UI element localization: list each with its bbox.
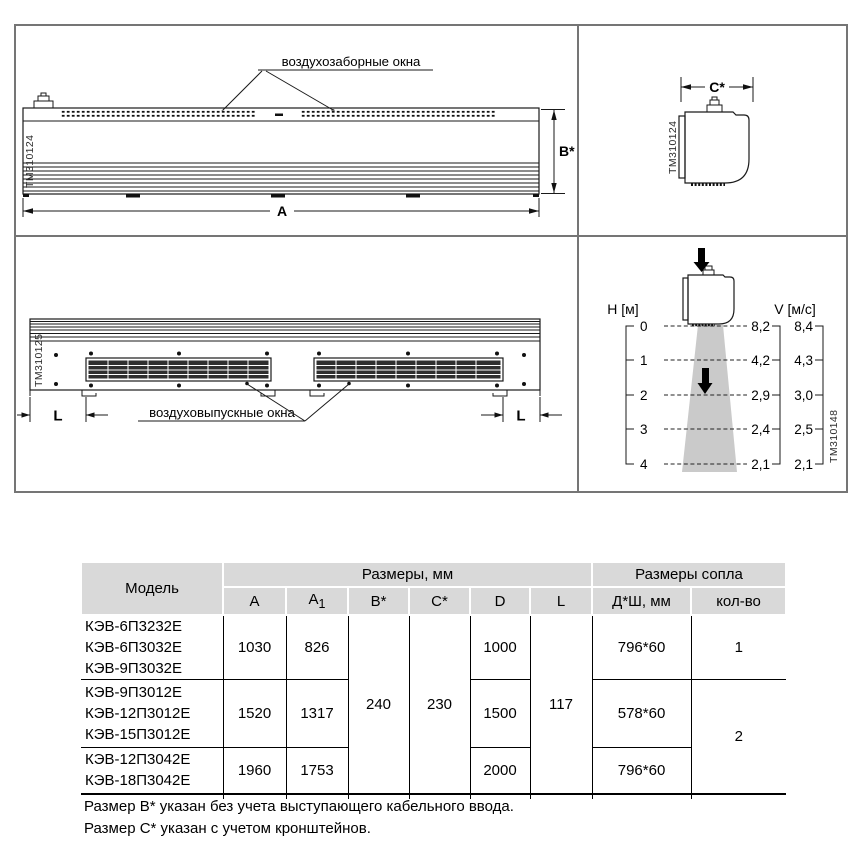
cell-b-merged: 240 [348,615,409,794]
header-col-nozzle-size: Д*Ш, мм [592,587,691,615]
velocity-value: 8,2 [751,318,770,334]
cell-d: 1500 [470,680,530,748]
cell-d: 1000 [470,615,530,680]
dim-c-label: C* [709,79,725,95]
panel-divider-vertical [577,26,579,491]
note-dimension-b: Размер B* указан без учета выступающего кабельного ввода. [84,798,514,815]
air-curtain-body-front [23,93,539,198]
cell-a1: 1753 [286,748,348,794]
header-col-a: A [223,587,286,615]
model-name: КЭВ-12П3042Е [85,751,191,769]
outlet-louvers-front [23,163,539,191]
velocity-value: 3,0 [794,387,813,403]
model-name: КЭВ-9П3012Е [85,684,183,701]
height-tick: 3 [640,421,648,437]
jet-velocity-diagram [579,237,846,491]
dimension-a [23,198,539,219]
velocity-value: 2,1 [794,456,813,472]
outlet-grille-left [86,358,271,381]
outlet-grille-right [314,358,503,381]
height-scale [626,319,648,472]
cell-nozzle-size: 578*60 [592,680,691,748]
header-col-nozzle-count: кол-во [691,587,786,615]
header-nozzle-group: Размеры сопла [592,562,786,587]
height-tick: 1 [640,352,648,368]
dim-l-right-label: L [516,407,526,425]
airflow-arrow-top [694,248,710,272]
ribbed-back-band [30,322,540,342]
cell-c-merged: 230 [409,615,470,794]
cell-nozzle-count-merged: 2 [691,680,786,794]
model-cell [81,680,223,748]
cell-a: 1030 [223,615,286,680]
velocity-value: 4,2 [751,352,770,368]
drawing-code-jet: TM310148 [828,409,840,463]
cell-a: 1960 [223,748,286,794]
height-tick: 0 [640,318,648,334]
table-row-group-1 [81,615,786,680]
dim-l-left-label: L [53,407,63,425]
header-col-a1: $A_1$ [286,587,348,615]
cell-nozzle-size: 796*60 [592,748,691,794]
velocity-scale-1 [751,319,780,472]
drawing-code-bottom: TM310125 [33,333,45,387]
intake-windows-label: воздухозаборные окна [281,54,421,69]
cell-a1: 826 [286,615,348,680]
height-axis-label: H [м] [607,301,639,317]
air-jet-cone [682,325,737,472]
header-col-b: B* [348,587,409,615]
air-curtain-icon [683,266,734,325]
header-col-l: L [530,587,592,615]
header-col-a1-sub: 1 [318,597,326,611]
dim-b-label: B* [559,143,575,159]
velocity-value: 2,5 [794,421,813,437]
cell-d: 2000 [470,748,530,794]
dimensions-table [80,561,787,799]
cell-l-merged: 117 [530,615,592,794]
dimension-l-left [17,397,108,425]
cell-a1: 1317 [286,680,348,748]
dim-a-label: A [276,203,288,219]
header-dimensions-group: Размеры, мм [223,562,592,587]
note-dimension-c: Размер C* указан с учетом кронштейнов. [84,820,371,837]
height-tick: 2 [640,387,648,403]
intake-leader-lines [220,71,335,114]
velocity-scale-2 [794,319,823,472]
model-name: КЭВ-18П3042Е [85,772,191,790]
mounting-brackets [30,390,540,396]
outlet-windows-label: воздуховыпускные окна [149,405,295,420]
side-view-drawing [579,26,846,235]
cable-gland-icon [34,93,53,108]
drawing-code-front: TM310124 [24,134,36,188]
model-name: КЭВ-9П3032Е [85,660,183,677]
bottom-view-drawing [16,237,577,491]
front-view-drawing [16,26,577,235]
velocity-axis-label: V [м/с] [774,301,816,317]
velocity-value: 2,4 [751,421,770,437]
drawing-code-side: TM310124 [667,120,679,174]
header-col-d: D [470,587,530,615]
model-name: КЭВ-15П3012Е [85,726,191,743]
intake-grille-right [300,111,496,119]
model-name: КЭВ-6П3032Е [85,639,183,656]
model-cell [81,615,223,680]
velocity-value: 2,1 [751,456,770,472]
velocity-value: 2,9 [751,387,770,403]
model-name: КЭВ-6П3232Е [85,618,183,635]
intake-grille-left [61,111,255,119]
velocity-value: 4,3 [794,352,813,368]
height-tick: 4 [640,456,648,472]
cell-nozzle-count: 1 [691,615,786,680]
velocity-value: 8,4 [794,318,813,334]
model-name: КЭВ-12П3012Е [85,705,191,722]
model-cell [81,748,223,794]
panel-divider-horizontal [16,235,846,237]
air-curtain-body-side [667,97,749,185]
dimension-b [541,110,575,194]
drawing-frame [14,24,848,493]
dimension-l-right [481,397,562,425]
cell-a: 1520 [223,680,286,748]
header-col-c: C* [409,587,470,615]
air-curtain-body-bottom [30,319,540,396]
footnotes [84,796,514,840]
cell-nozzle-size: 796*60 [592,615,691,680]
header-model: Модель [81,562,223,615]
cable-gland-icon [707,97,722,112]
